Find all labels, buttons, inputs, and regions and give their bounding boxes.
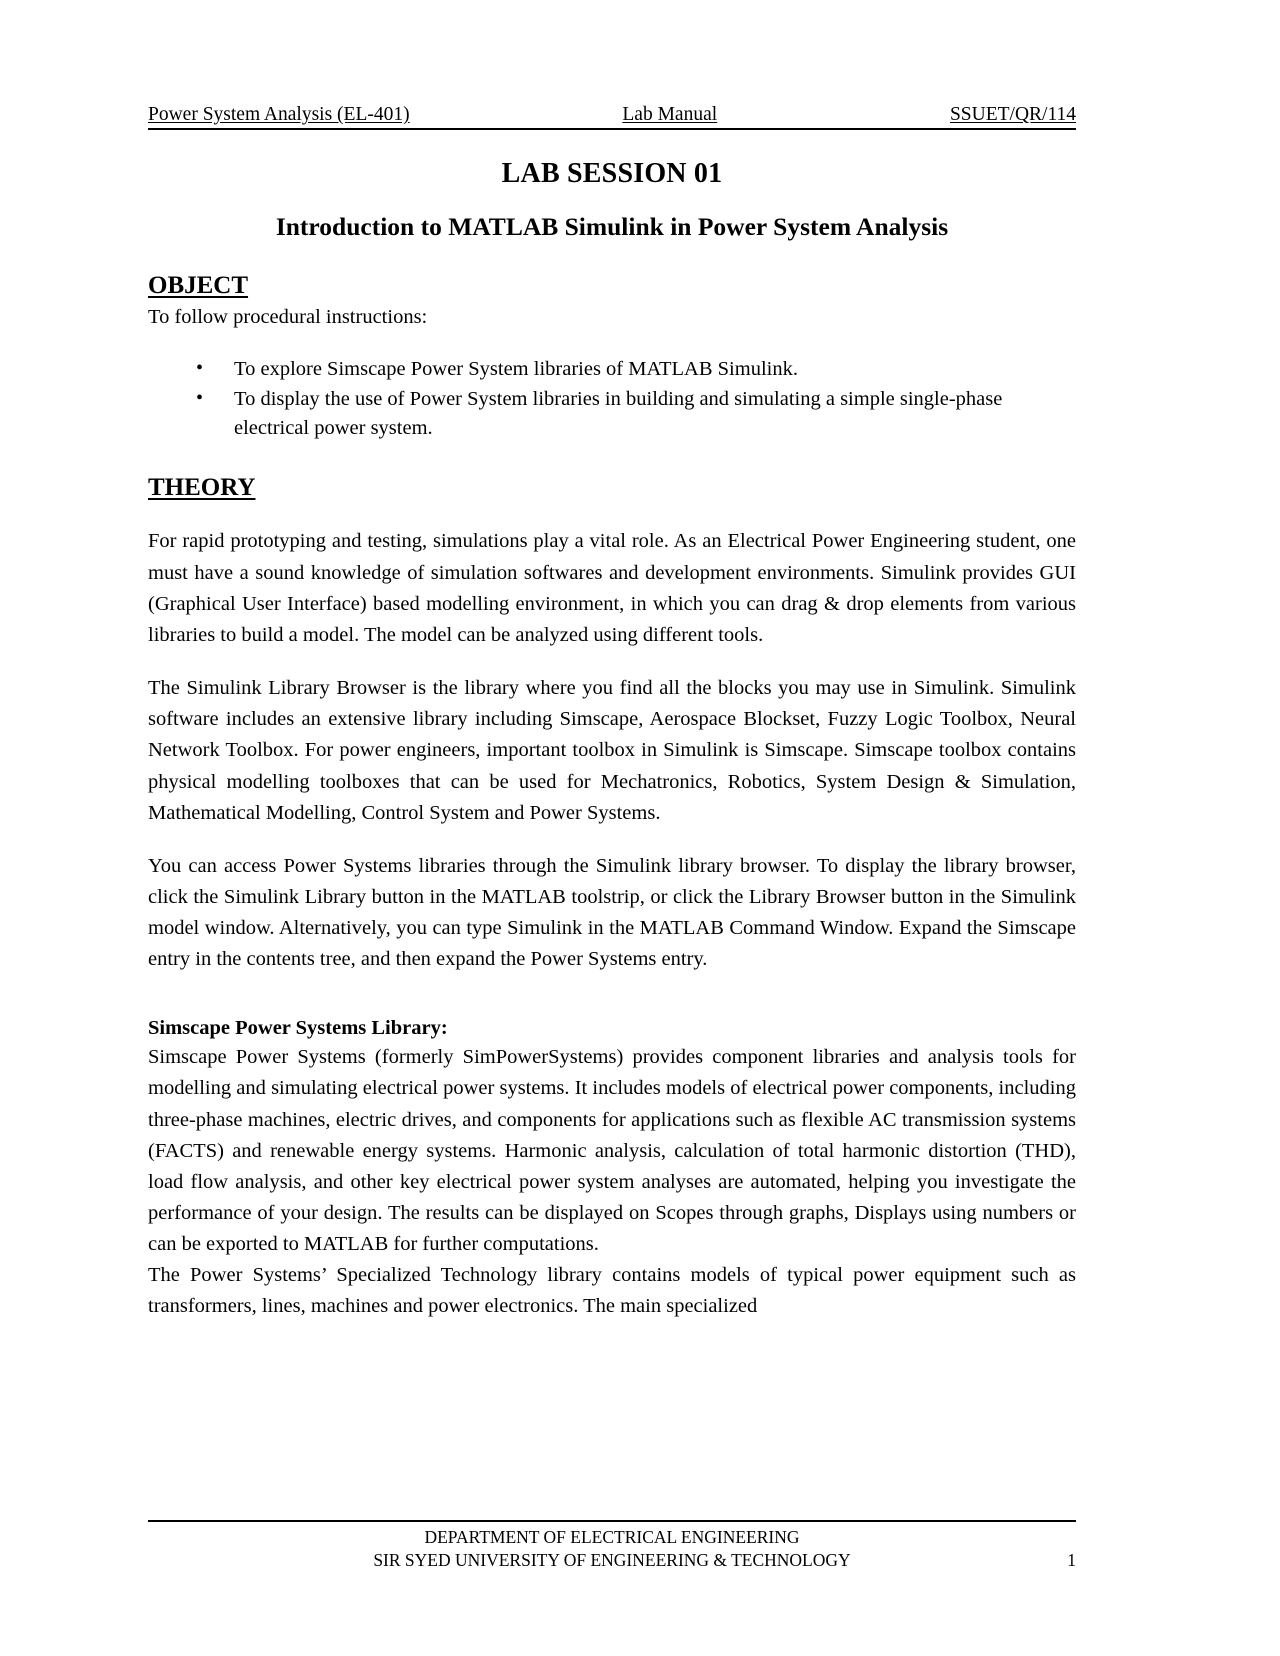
- spacer: [148, 976, 1076, 1014]
- theory-heading: [148, 474, 1076, 502]
- theory-paragraph-2: The Simulink Library Browser is the library where you find all the blocks you may use in Simulink. Simulink software includes an extensive library including Simscape, Aerospace Blockset, Fuzzy Logic Toolbox, Neural Network Toolbox. For power engineers, important toolbox in Simulink is Simscape. Simscape toolbox contains physical modelling toolboxes that can be used for Mechatronics, Robotics, System Design & Simulation, Mathematical Modelling, Control System and Power Systems.: [148, 677, 1076, 824]
- document-footer: [148, 1520, 1076, 1572]
- theory-paragraph-3: You can access Power Systems libraries through the Simulink library browser. To display the library browser, click the Simulink Library button in the MATLAB toolstrip, or click the Library Browser button in the Simulink model window. Alternatively, you can type Simulink in the MATLAB Command Window. Expand the Simscape entry in the contents tree, and then expand the Power Systems entry.: [148, 854, 1076, 971]
- simscape-paragraph-2: The Power Systems’ Specialized Technology library contains models of typical power equipment such as transformers, lines, machines and power electronics. The main specialized: [148, 1264, 1076, 1318]
- header-form-code: SSUET/QR/114: [949, 104, 1076, 125]
- footer-department: DEPARTMENT OF ELECTRICAL ENGINEERING: [424, 1526, 800, 1547]
- header-course-title: Power System Analysis (EL-401): [148, 104, 410, 125]
- object-bullet-list: [148, 355, 1076, 443]
- simscape-paragraph-1: Simscape Power Systems (formerly SimPowerSystems) provides component libraries and analysis tools for modelling and simulating electrical power systems. It includes models of electrical power components, including three-phase machines, electric drives, and components for applications such as flexible AC transmission systems (FACTS) and renewable energy systems. Harmonic analysis, calculation of total harmonic distortion (THD), load flow analysis, and other key electrical power system analyses are automated, helping you investigate the performance of your design. The results can be displayed on Scopes through graphs, Displays using numbers or can be exported to MATLAB for further computations.: [148, 1046, 1076, 1256]
- footer-university-text: SIR SYED UNIVERSITY OF ENGINEERING & TECHNOLOGY: [373, 1549, 851, 1570]
- header-document-type: Lab Manual: [622, 104, 718, 125]
- lab-session-title: LAB SESSION 01: [501, 158, 723, 189]
- lab-subject-title: Introduction to MATLAB Simulink in Power System Analysis: [275, 212, 949, 241]
- spacer: [148, 504, 1076, 526]
- object-intro-text: To follow procedural instructions:: [148, 306, 428, 328]
- document-body: [148, 272, 1076, 1323]
- spacer: [148, 444, 1076, 474]
- page-number: 1: [1067, 1549, 1076, 1570]
- list-item: • To explore Simscape Power System libraries of MATLAB Simulink.: [196, 355, 1076, 384]
- spacer: [148, 829, 1076, 851]
- theory-paragraph-1: For rapid prototyping and testing, simulations play a vital role. As an Electrical Power Engineering student, one must have a sound knowledge of simulation softwares and development environments. Simulink provides GUI (Graphical User Interface) based modelling environment, in which you can drag & drop elements from various libraries to build a model. The model can be analyzed using different tools.: [148, 530, 1076, 646]
- spacer: [148, 651, 1076, 673]
- spacer: [148, 333, 1076, 355]
- simscape-library-subheading: Simscape Power Systems Library:: [148, 1016, 448, 1039]
- list-item: • To display the use of Power System libraries in building and simulating a simple single-phase electrical power system.: [196, 385, 1076, 443]
- footer-university: [148, 1549, 1076, 1572]
- document-header: [148, 104, 1076, 130]
- object-heading: [148, 272, 1076, 300]
- object-heading-text: OBJECT: [148, 272, 249, 299]
- theory-heading-text: THEORY: [148, 474, 256, 502]
